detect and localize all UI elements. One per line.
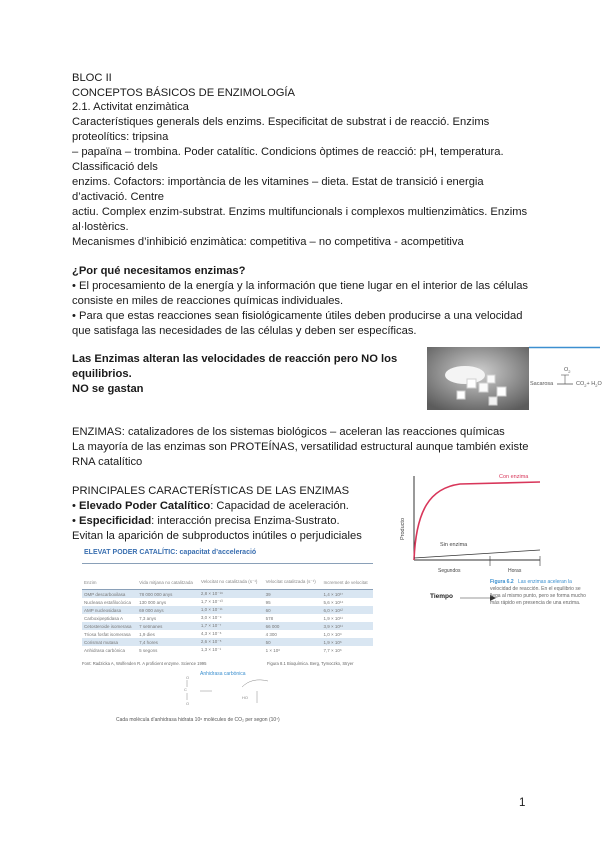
enzimas-line: La mayoría de las enzimas son PROTEÍNAS, versatilidad estructural aunque también existe (72, 441, 529, 453)
table-cell: 5,6 × 10¹⁴ (323, 599, 344, 605)
why-line: • El procesamiento de la energía y la información que tiene lugar en el interior de las células (72, 280, 529, 292)
table-cell: 60 (264, 606, 322, 614)
table-cell: 4 300 (265, 631, 277, 637)
h2-subscript: 2 (595, 383, 598, 389)
table-cell: 69 000 anys (137, 606, 199, 614)
syllabus-line: enzims. Cofactors: importància de les vitamines – dieta. Estat de transició i energia (72, 176, 484, 188)
h2-label: + H (586, 381, 596, 387)
o2-subscript: 2 (568, 369, 571, 375)
table-cell: 50 (264, 638, 322, 646)
caption-line: más rápido en presencia de una enzima. (490, 600, 581, 606)
table-cell: 130 000 anys (139, 599, 167, 605)
enzimas-line: RNA catalítico (72, 456, 143, 468)
table-cell: 1,0 × 10⁻¹¹ (199, 606, 264, 614)
table-header-row (82, 575, 373, 590)
svg-text:C: C (184, 687, 187, 692)
svg-text:O: O (186, 675, 190, 680)
graph-ylabel: Producto (400, 517, 406, 540)
graph-caption (490, 575, 600, 625)
table-cell: Corismat mutasa (82, 638, 137, 646)
characteristic-item: • Especificidad: interacción precisa Enzima-Sustrato. (72, 515, 340, 527)
syllabus-line: proteolítics: tripsina (72, 131, 169, 143)
syllabus-line: Mecanismes d’inhibició enzimàtica: competitiva – no competitiva - acompetitiva (72, 236, 464, 248)
table-cell: 1,0 × 10⁹ (323, 631, 342, 637)
why-line: consiste en miles de reacciones químicas individuales. (72, 295, 344, 307)
svg-text:O: O (186, 701, 190, 706)
syllabus-line: Característiques generals dels enzims. Especificitat de substrat i de reacció. Enzims (72, 116, 490, 128)
table-cell: AMP nucleosidasa (82, 606, 137, 614)
table-cell: 7,4 hores (137, 638, 199, 646)
table-cell: 66 000 (264, 622, 322, 630)
sucrose-label: Sacarosa (530, 381, 554, 387)
table-cell: 578 (265, 615, 274, 621)
characteristic-item: Evitan la aparición de subproductos inútiles o perjudiciales (72, 530, 362, 542)
syllabus-line: Classificació dels (72, 161, 158, 173)
table-cell: 1,9 × 10¹¹ (323, 615, 343, 621)
caption-line: Figura 6.2 (490, 579, 514, 585)
table-cell: 5 segons (139, 647, 158, 653)
figure-title: ELEVAT PODER CATALÍTIC: capacitat d’acceleració (84, 549, 257, 556)
table-row (82, 630, 373, 638)
svg-text:HO: HO (242, 695, 248, 700)
characteristic-text: : Capacidad de aceleración. (210, 500, 349, 512)
rate-enhancement-table (82, 575, 373, 654)
graph-xlabel: Tiempo (430, 593, 453, 600)
co2-label: CO (576, 381, 585, 387)
curve-without-enzyme (414, 550, 540, 558)
o-label: O (597, 381, 602, 387)
caption-line: velocidad de reacción. En el equilibrio se (490, 586, 581, 592)
table-cell: 7 setmanes (137, 622, 199, 630)
table-cell: 1,7 × 10⁻⁷ (199, 622, 264, 630)
caption-line: llega al mismo punto, pero se forma mucho (490, 593, 586, 599)
table-row (82, 646, 373, 654)
o2-label: O (564, 367, 569, 373)
table-cell: 6,0 × 10¹² (322, 606, 373, 614)
syllabus-line: – papaïna – trombina. Poder catalític. Condicions òptimes de reacció: pH, temperatura. (72, 146, 504, 158)
table-row (82, 638, 373, 646)
table-cell: Nucleasa estafilocòcica (84, 599, 132, 605)
table-footnote-left: Font: Radzicka A, Wolfenden R. A proficient enzyme. Science 1995 (82, 661, 207, 666)
table-header-cell: Increment de velocitat (322, 575, 373, 590)
sucrose-reaction-diagram (529, 347, 600, 410)
table-cell: Cetosteroide isomerasa (82, 622, 137, 630)
table-cell: 1 × 10⁶ (265, 647, 281, 653)
catalytic-power-figure (82, 549, 382, 729)
table-header-cell: Enzim (82, 575, 137, 590)
table-cell: 95 (265, 599, 271, 605)
table-row (82, 622, 373, 630)
co2-subscript: 2 (584, 383, 587, 389)
syllabus-line: actiu. Complex enzim-substrat. Enzims multifuncionals i complexos multienzimàtics. Enzims (72, 206, 528, 218)
alter-line: equilibrios. (72, 368, 132, 380)
table-header-cell: Vida mitjana no catalitzada (137, 575, 199, 590)
page-title: CONCEPTOS BÁSICOS DE ENZIMOLOGÍA (72, 87, 295, 99)
table-cell: 1,9 × 10⁶ (322, 638, 373, 646)
table-cell: 3,9 × 10¹¹ (322, 622, 373, 630)
why-line: • Para que estas reacciones sean fisiológicamente útiles deben producirse a una velocidad (72, 310, 523, 322)
page-number: 1 (519, 797, 526, 809)
co2-hydration-diagram (172, 673, 302, 715)
table-cell: 1,9 dies (139, 631, 155, 637)
graph-hours-label: Horas (508, 568, 522, 574)
table-cell: 78 000 000 anys (137, 590, 199, 599)
bloc-label: BLOC II (72, 72, 112, 84)
table-cell: Anhidrasa carbònica (84, 647, 126, 653)
table-header-cell: Velocitat catalitzada (s⁻¹) (264, 575, 322, 590)
table-row (82, 590, 373, 599)
table-cell: 7,7 × 10⁶ (323, 647, 342, 653)
table-cell: 39 (264, 590, 322, 599)
characteristic-text: : interacción precisa Enzima-Sustrato. (151, 515, 340, 527)
enzimas-line: ENZIMAS: catalizadores de los sistemas biológicos – aceleran las reacciones químicas (72, 426, 505, 438)
table-cell: 1,3 × 10⁻¹ (200, 647, 222, 652)
table-cell: OMP descarboxilasa (82, 590, 137, 599)
table-footnote-right: Figura 8.1 Bioquímica. Berg, Tymoczko, Stryer (267, 661, 354, 666)
table-row (82, 598, 373, 606)
alter-line: Las Enzimas alteran las velocidades de reacción pero NO los (72, 353, 398, 365)
alter-line: NO se gastan (72, 383, 144, 395)
table-cell: 2,8 × 10⁻¹⁶ (199, 590, 264, 599)
characteristic-bold: Elevado Poder Catalítico (79, 500, 211, 512)
reaction-label: Anhidrasa carbònica (200, 671, 246, 677)
table-row (82, 614, 373, 622)
graph-label-with: Con enzima (499, 474, 529, 480)
why-heading: ¿Por qué necesitamos enzimas? (72, 265, 246, 277)
table-cell: Triosa fosfat isomerasa (84, 631, 131, 637)
table-header-cell: Velocitat no catalitzada (s⁻¹) (199, 575, 264, 590)
graph-label-without: Sin enzima (440, 542, 468, 548)
graph-seg-label: Segundos (438, 568, 461, 574)
reaction-caption: Cada molècula d’anhidrasa hidrata 10⁶ molècules de CO₂ per segon (10⁷) (116, 717, 280, 723)
characteristics-title: PRINCIPALES CARACTERÍSTICAS DE LAS ENZIMAS (72, 485, 350, 497)
why-line: que satisfaga las necesidades de las células y deben ser específicas. (72, 325, 417, 337)
characteristic-item: • Elevado Poder Catalítico: Capacidad de aceleración. (72, 500, 349, 512)
table-cell: 4,3 × 10⁻⁶ (200, 631, 222, 636)
section-title: 2.1. Activitat enzimàtica (72, 101, 189, 113)
syllabus-line: al·lostèrics. (72, 221, 129, 233)
table-cell: 1,7 × 10⁻¹³ (200, 599, 223, 604)
table-cell: 7,3 anys (139, 615, 157, 621)
characteristic-bold: Especificidad (79, 515, 152, 527)
syllabus-line: d’activació. Centre (72, 191, 165, 203)
curve-with-enzyme (414, 482, 540, 560)
table-cell: 3,0 × 10⁻⁹ (200, 615, 222, 620)
table-cell: 1,4 × 10¹⁷ (322, 590, 373, 599)
table-cell: Carboxipeptidasa A (84, 615, 124, 621)
table-row (82, 606, 373, 614)
table-cell: 2,6 × 10⁻⁵ (199, 638, 264, 646)
sugar-cube-photo (427, 347, 529, 410)
caption-line: Las enzimas aceleran la (518, 579, 572, 585)
